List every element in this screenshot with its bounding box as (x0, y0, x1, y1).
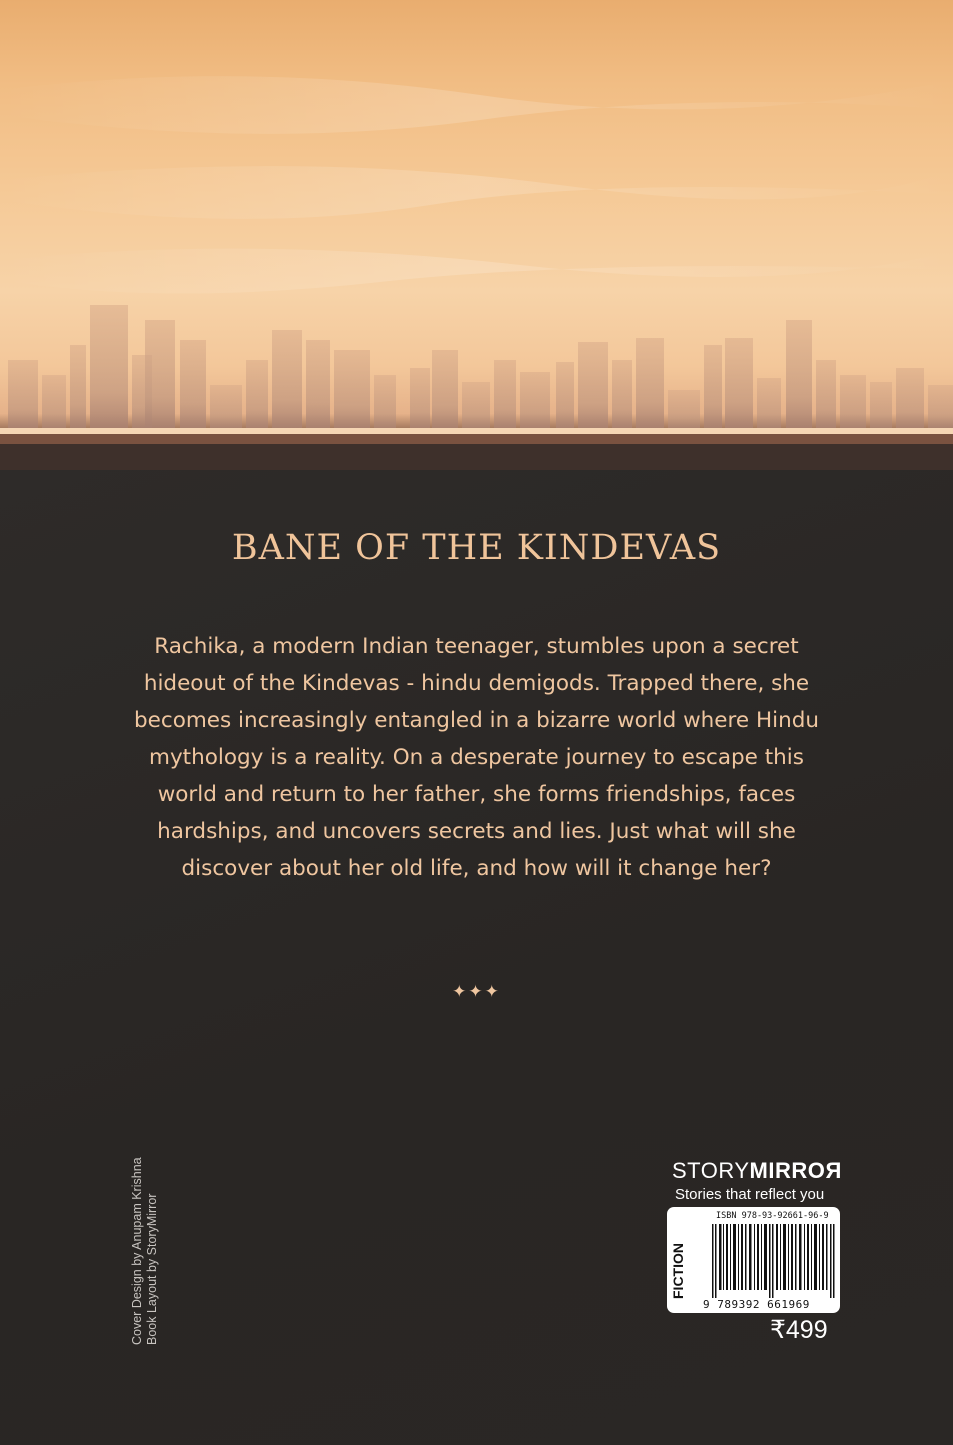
publisher-logo (672, 1158, 842, 1184)
price: ₹499 (770, 1316, 828, 1344)
book-blurb: Rachika, a modern Indian teenager, stumbles upon a secret hideout of the Kindevas - hindu demigods. Trapped there, she becomes increasingly entangled in a bizarre world where Hindu mythology is a reality. On a desperate journey to escape this world and return to her father, she forms friendships, faces hardships, and uncovers secrets and lies. Just what will she discover about her old life, and how will it change her? (134, 634, 819, 881)
publisher-name-part2: MIRRO (749, 1158, 826, 1183)
ornament-stars: ✦✦✦ (452, 982, 501, 1002)
publisher-name-part3: R (825, 1158, 842, 1183)
isbn-digits: 9 789392 661969 (703, 1298, 810, 1311)
genre-label (667, 1207, 691, 1313)
book-title: BANE OF THE KINDEVAS (231, 528, 722, 568)
genre-text: FICTION (670, 1243, 686, 1299)
publisher-name-part1: STORY (672, 1158, 750, 1183)
book-layout-credit: Book Layout by StoryMirror (145, 1193, 159, 1345)
skyline-illustration (0, 0, 953, 470)
credits (130, 1157, 160, 1345)
isbn-label: ISBN 978-93-92661-96-9 (716, 1211, 829, 1221)
barcode-bars (712, 1224, 836, 1298)
publisher-tagline: Stories that reflect you (675, 1186, 825, 1203)
cover-design-credit: Cover Design by Anupam Krishna (130, 1157, 144, 1345)
